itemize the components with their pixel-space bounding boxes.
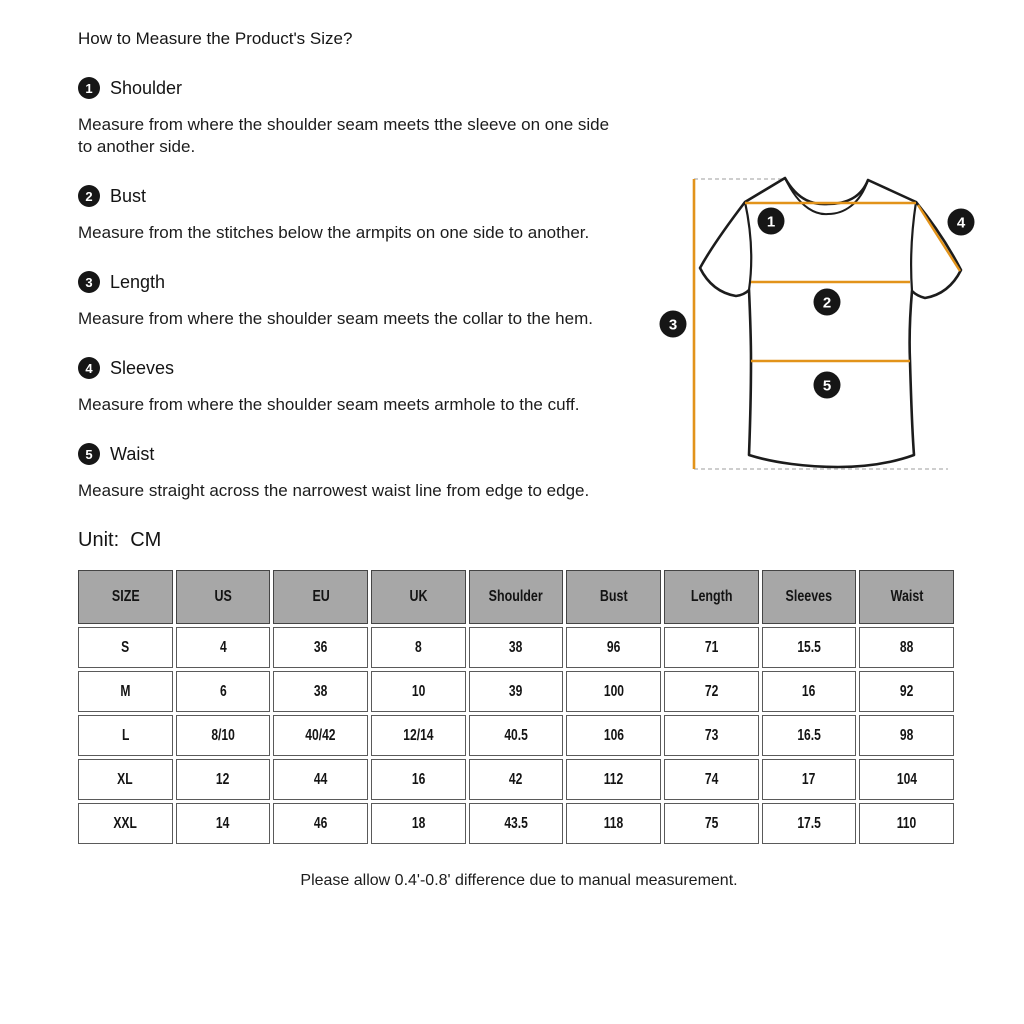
col-header-shoulder-label: Shoulder bbox=[488, 588, 543, 605]
instruction-sleeves-title: Sleeves bbox=[110, 357, 175, 378]
cell-s-bust bbox=[566, 627, 661, 668]
cell-l-uk bbox=[371, 715, 466, 756]
cell-s-shoulder bbox=[469, 627, 564, 668]
cell-value: 36 bbox=[313, 638, 328, 656]
cell-l-us bbox=[176, 715, 271, 756]
page-title: How to Measure the Product's Size? bbox=[78, 29, 353, 48]
step-3-badge: 3 bbox=[78, 271, 100, 293]
cell-m-us bbox=[176, 671, 271, 712]
cell-xl-sleeves bbox=[762, 759, 857, 800]
cell-value: S bbox=[121, 638, 130, 656]
instruction-bust-title: Bust bbox=[110, 185, 147, 206]
instruction-bust-description: Measure from the stitches below the armpits on one side to another. bbox=[78, 223, 590, 242]
cell-xxl-us bbox=[176, 803, 271, 844]
col-header-eu-label: EU bbox=[311, 588, 330, 605]
guide-content bbox=[78, 28, 978, 890]
cell-s-us bbox=[176, 627, 271, 668]
marker-3-label: 3 bbox=[668, 316, 678, 334]
instruction-bust bbox=[78, 185, 978, 244]
cell-xxl-length bbox=[664, 803, 759, 844]
col-header-uk-label: UK bbox=[409, 588, 428, 605]
cell-xl-shoulder bbox=[469, 759, 564, 800]
col-header-size-label: SIZE bbox=[111, 588, 140, 605]
cell-xl-uk bbox=[371, 759, 466, 800]
cell-value: 39 bbox=[509, 682, 523, 700]
cell-xxl-waist bbox=[859, 803, 954, 844]
instruction-sleeves bbox=[78, 357, 978, 416]
cell-value: 4 bbox=[219, 638, 227, 656]
cell-value: 88 bbox=[899, 638, 914, 656]
cell-value: 98 bbox=[899, 726, 914, 744]
cell-value: 17 bbox=[802, 770, 816, 788]
cell-value: 100 bbox=[603, 682, 624, 700]
size-table bbox=[75, 567, 957, 847]
cell-value: 72 bbox=[704, 682, 718, 700]
col-header-eu bbox=[273, 570, 368, 624]
col-header-bust-label: Bust bbox=[599, 588, 628, 605]
cell-value: L bbox=[121, 726, 130, 744]
cell-xxl-bust bbox=[566, 803, 661, 844]
cell-value: 106 bbox=[603, 726, 624, 744]
cell-value: 71 bbox=[704, 638, 718, 656]
instruction-shoulder-title: Shoulder bbox=[110, 77, 183, 98]
col-header-shoulder bbox=[469, 570, 564, 624]
col-header-waist-label: Waist bbox=[890, 588, 924, 605]
cell-value: 16 bbox=[802, 682, 816, 700]
marker-5-label: 5 bbox=[822, 377, 832, 395]
cell-s-waist bbox=[859, 627, 954, 668]
col-header-length bbox=[664, 570, 759, 624]
cell-value: 6 bbox=[219, 682, 227, 700]
step-4-badge: 4 bbox=[78, 357, 100, 379]
col-header-bust bbox=[566, 570, 661, 624]
cell-xl-waist bbox=[859, 759, 954, 800]
col-header-length-label: Length bbox=[690, 588, 733, 605]
size-table-header-row bbox=[78, 570, 954, 624]
cell-xxl-uk bbox=[371, 803, 466, 844]
step-5-badge: 5 bbox=[78, 443, 100, 465]
cell-m-sleeves bbox=[762, 671, 857, 712]
cell-value: 75 bbox=[704, 814, 718, 832]
col-header-us-label: US bbox=[214, 588, 232, 605]
marker-4-label: 4 bbox=[956, 214, 966, 232]
cell-m-shoulder bbox=[469, 671, 564, 712]
step-1-badge: 1 bbox=[78, 77, 100, 99]
cell-value: 16 bbox=[411, 770, 426, 788]
cell-l-sleeves bbox=[762, 715, 857, 756]
cell-l-waist bbox=[859, 715, 954, 756]
cell-value: 10 bbox=[411, 682, 426, 700]
cell-value: 8/10 bbox=[211, 726, 235, 744]
cell-value: XL bbox=[117, 770, 134, 788]
col-header-sleeves-label: Sleeves bbox=[785, 588, 833, 605]
cell-value: 40.5 bbox=[504, 726, 528, 744]
cell-value: 46 bbox=[313, 814, 328, 832]
cell-xl-size bbox=[78, 759, 173, 800]
cell-m-waist bbox=[859, 671, 954, 712]
cell-s-size bbox=[78, 627, 173, 668]
cell-s-sleeves bbox=[762, 627, 857, 668]
marker-2-label: 2 bbox=[822, 294, 832, 312]
instruction-length bbox=[78, 271, 978, 330]
cell-value: 12/14 bbox=[403, 726, 434, 744]
table-row-xl bbox=[78, 759, 954, 800]
instruction-waist bbox=[78, 443, 978, 502]
cell-value: 38 bbox=[509, 638, 523, 656]
cell-l-length bbox=[664, 715, 759, 756]
col-header-waist bbox=[859, 570, 954, 624]
col-header-uk bbox=[371, 570, 466, 624]
instruction-shoulder bbox=[78, 77, 978, 158]
cell-value: 44 bbox=[313, 770, 328, 788]
cell-l-size bbox=[78, 715, 173, 756]
cell-value: 8 bbox=[414, 638, 422, 656]
cell-xxl-sleeves bbox=[762, 803, 857, 844]
cell-value: 74 bbox=[704, 770, 718, 788]
cell-s-eu bbox=[273, 627, 368, 668]
cell-xxl-shoulder bbox=[469, 803, 564, 844]
cell-value: 104 bbox=[896, 770, 917, 788]
cell-value: 92 bbox=[899, 682, 914, 700]
table-row-xxl bbox=[78, 803, 954, 844]
cell-value: 43.5 bbox=[504, 814, 528, 832]
cell-m-bust bbox=[566, 671, 661, 712]
cell-value: 14 bbox=[216, 814, 230, 832]
instruction-length-title: Length bbox=[110, 271, 166, 292]
cell-value: 12 bbox=[216, 770, 230, 788]
cell-xl-length bbox=[664, 759, 759, 800]
instruction-shoulder-description: Measure from where the shoulder seam meets tthe sleeve on one side to another side. bbox=[78, 115, 610, 156]
step-2-badge: 2 bbox=[78, 185, 100, 207]
cell-s-length bbox=[664, 627, 759, 668]
cell-value: 18 bbox=[411, 814, 426, 832]
cell-xxl-size bbox=[78, 803, 173, 844]
cell-l-eu bbox=[273, 715, 368, 756]
cell-xl-bust bbox=[566, 759, 661, 800]
cell-value: 16.5 bbox=[797, 726, 821, 744]
cell-value: 17.5 bbox=[797, 814, 821, 832]
instruction-waist-title: Waist bbox=[110, 443, 155, 464]
unit-label: Unit: CM bbox=[78, 529, 162, 551]
col-header-sleeves bbox=[762, 570, 857, 624]
table-row-l bbox=[78, 715, 954, 756]
marker-1-label: 1 bbox=[766, 213, 776, 231]
cell-value: 118 bbox=[603, 814, 624, 832]
cell-value: 42 bbox=[509, 770, 523, 788]
cell-m-uk bbox=[371, 671, 466, 712]
cell-l-shoulder bbox=[469, 715, 564, 756]
col-header-us bbox=[176, 570, 271, 624]
cell-m-size bbox=[78, 671, 173, 712]
instruction-length-description: Measure from where the shoulder seam meets the collar to the hem. bbox=[78, 309, 593, 328]
cell-s-uk bbox=[371, 627, 466, 668]
table-row-m bbox=[78, 671, 954, 712]
cell-value: 110 bbox=[896, 814, 917, 832]
cell-xl-us bbox=[176, 759, 271, 800]
cell-value: 40/42 bbox=[305, 726, 336, 744]
table-row-s bbox=[78, 627, 954, 668]
cell-value: XXL bbox=[113, 814, 138, 832]
cell-value: 112 bbox=[603, 770, 624, 788]
cell-l-bust bbox=[566, 715, 661, 756]
cell-xl-eu bbox=[273, 759, 368, 800]
measurement-disclaimer: Please allow 0.4'-0.8' difference due to manual measurement. bbox=[300, 872, 738, 889]
cell-xxl-eu bbox=[273, 803, 368, 844]
cell-value: 96 bbox=[606, 638, 621, 656]
instruction-sleeves-description: Measure from where the shoulder seam meets armhole to the cuff. bbox=[78, 395, 580, 414]
cell-m-length bbox=[664, 671, 759, 712]
cell-value: 38 bbox=[313, 682, 328, 700]
instruction-waist-description: Measure straight across the narrowest waist line from edge to edge. bbox=[78, 481, 590, 500]
cell-value: M bbox=[120, 682, 131, 700]
col-header-size bbox=[78, 570, 173, 624]
cell-m-eu bbox=[273, 671, 368, 712]
cell-value: 73 bbox=[704, 726, 718, 744]
cell-value: 15.5 bbox=[797, 638, 821, 656]
